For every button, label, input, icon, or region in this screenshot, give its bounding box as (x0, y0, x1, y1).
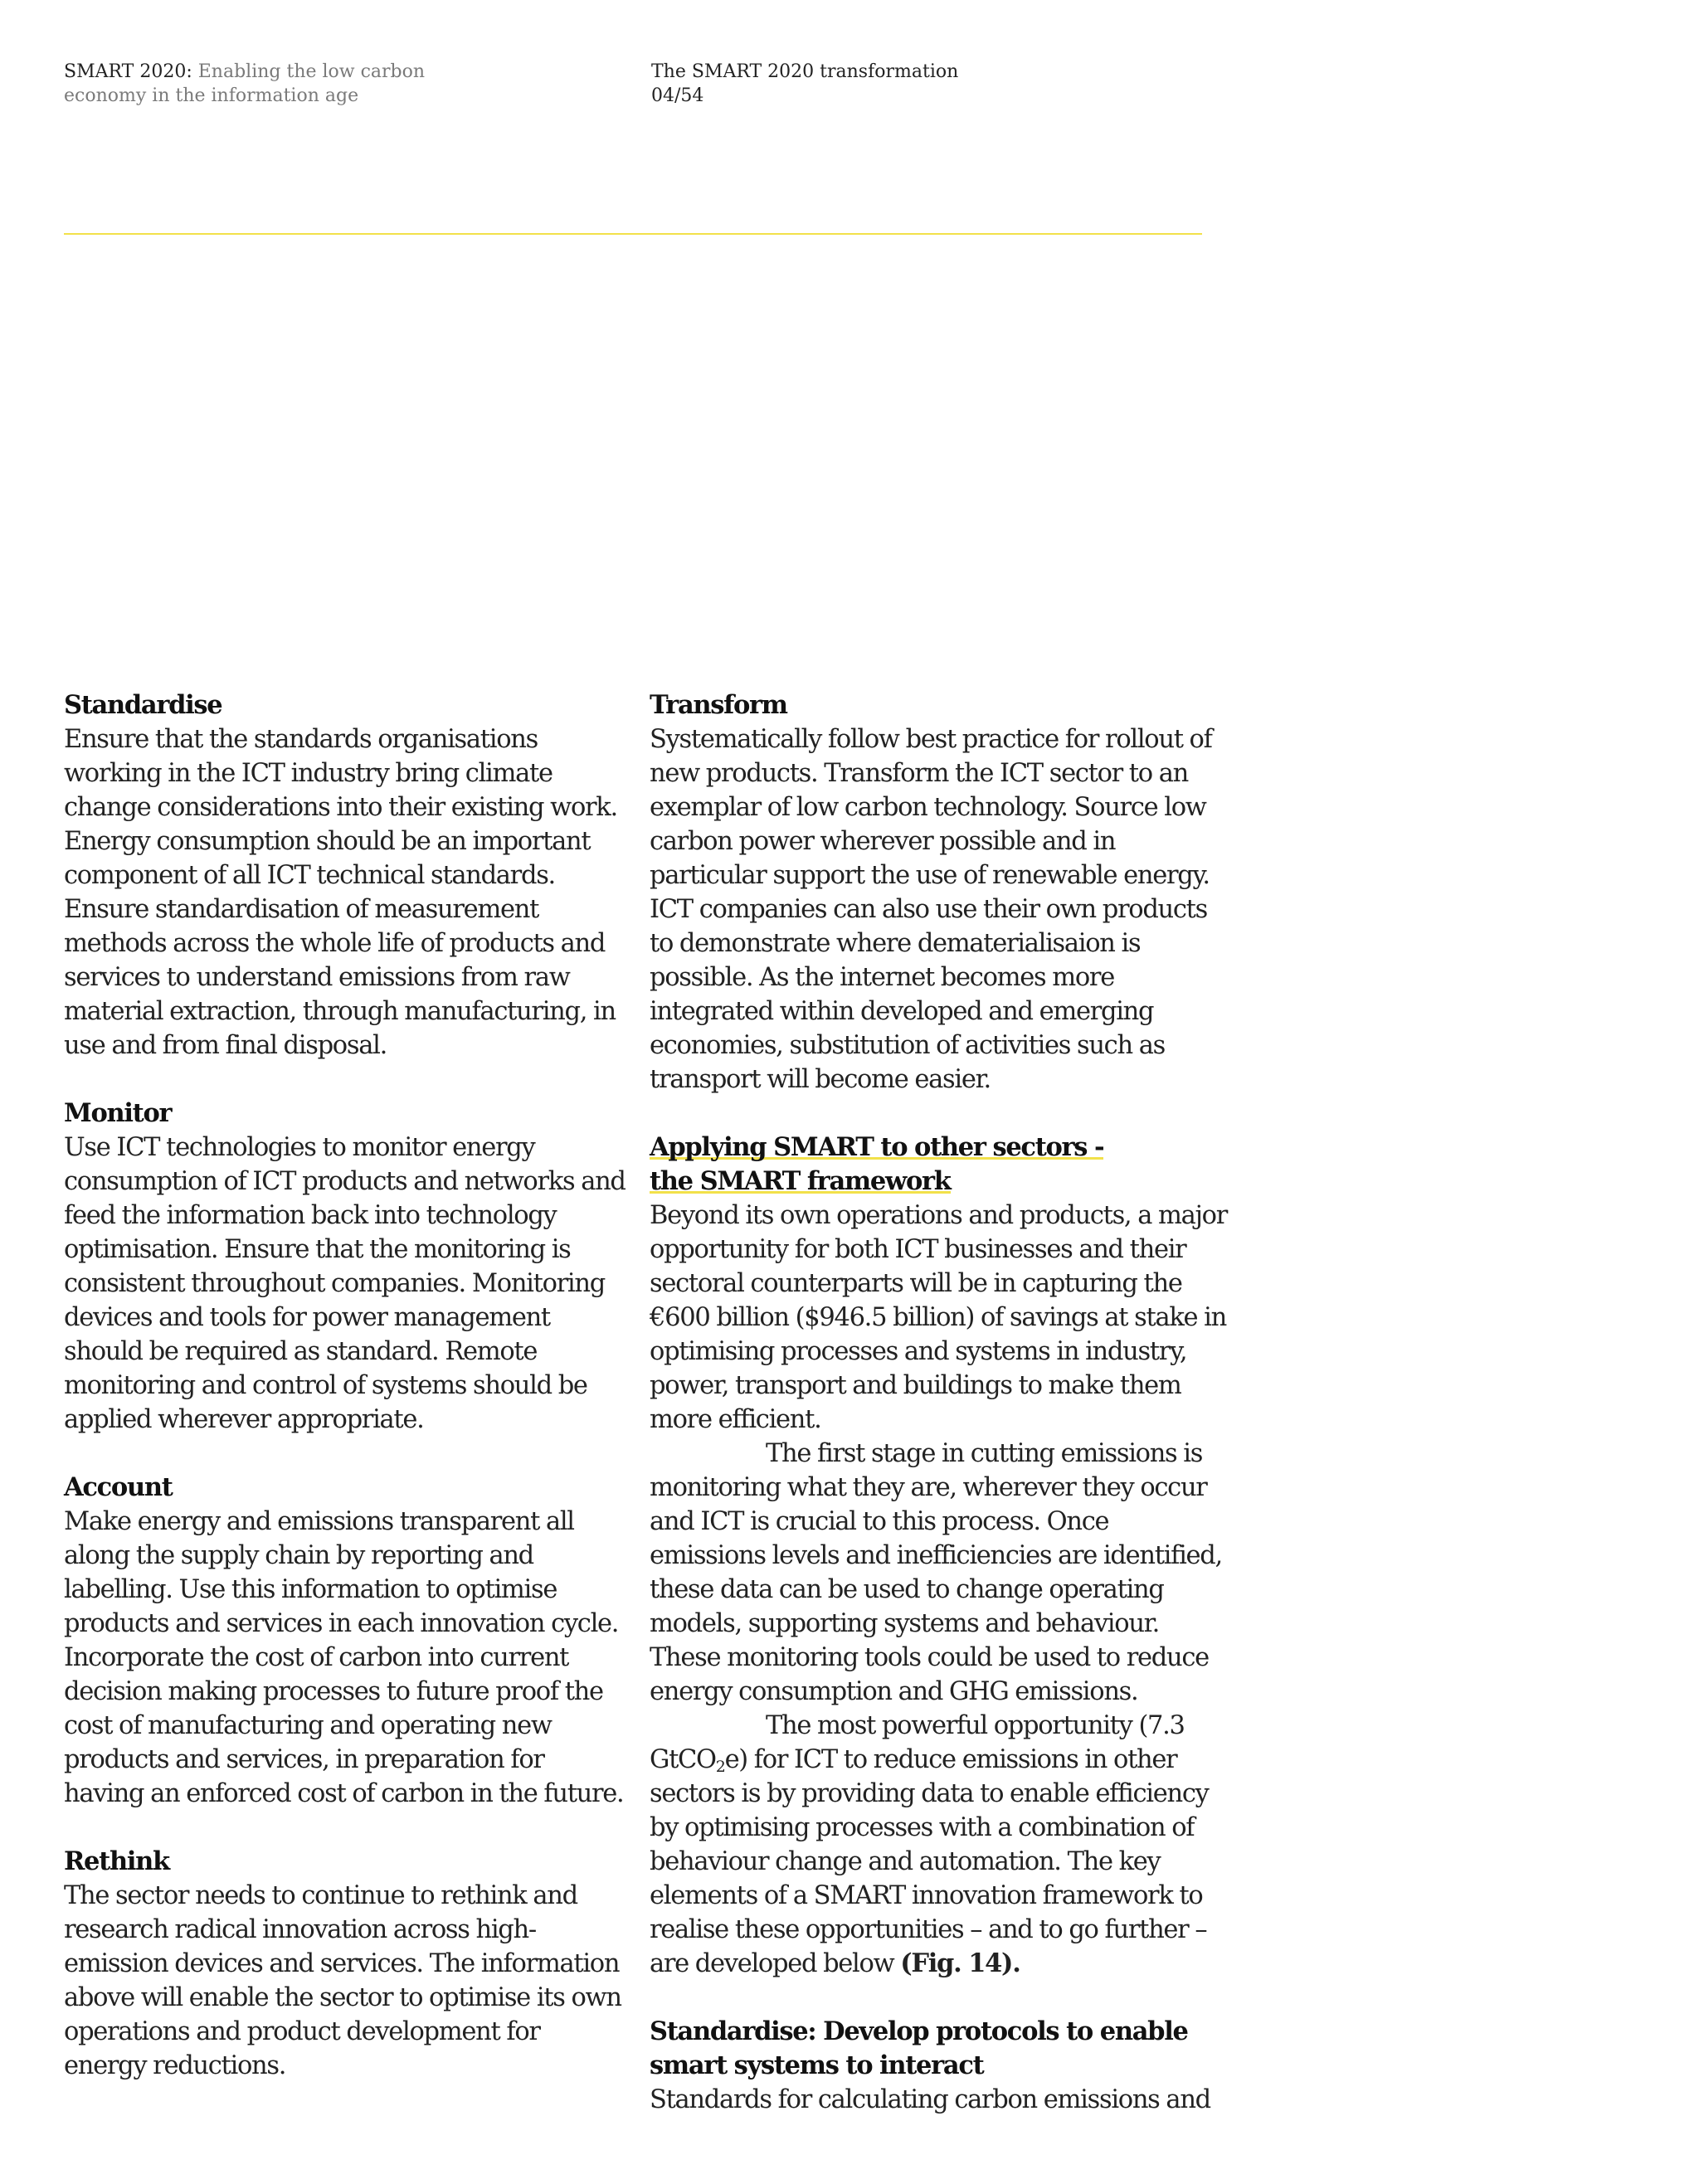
report-subtitle-part-2: economy in the information age (64, 85, 359, 106)
report-subtitle-part-1: Enabling the low carbon (197, 61, 426, 82)
section-heading-standardise-protocols (650, 2015, 1230, 2083)
chapter-title: The SMART 2020 transformation (651, 61, 959, 82)
heading-line-2: smart systems to interact (650, 2050, 984, 2080)
section-monitor (64, 1097, 628, 1437)
heading-line-1: Applying SMART to other sectors - (650, 1132, 1104, 1162)
section-body-transform: Systematically follow best practice for rollout of new products. Transform the ICT sector to an exemplar of low carbon technology. Source low carbon power wherever possible and in particular support the use of renewable energy. ICT companies can also use their own products to demonstrate where dematerialisaion is possible. As the internet becomes more integrated within developed and emerging economies, substitution of activities such as transport will become easier. (650, 725, 1212, 1094)
report-title-line-1 (64, 60, 578, 84)
heading-line-1: Standardise: Develop protocols to enable (650, 2016, 1188, 2046)
section-account (64, 1471, 628, 1811)
section-heading-rethink: Rethink (64, 1846, 169, 1876)
right-text-column (650, 688, 1230, 2151)
paragraph-savings-opportunity: Beyond its own operations and products, a major opportunity for both ICT businesses and their sectoral counterparts will be in capturing the €600 billion ($946.5 billion) of savings at stake in optimising processes and systems in industry, power, transport and buildings to make them more efficient. (650, 1201, 1227, 1434)
co2-subscript: 2 (715, 1758, 725, 1776)
section-body-account: Make energy and emissions transparent all along the supply chain by reporting and labelling. Use this information to optimise products and services in each innovation cycle. Incorporate the cost of carbon into current decision making processes to future proof the cost of manufacturing and operating new products and services, in preparation for having an enforced cost of carbon in the future. (64, 1507, 624, 1808)
section-heading-monitor: Monitor (64, 1098, 172, 1128)
paragraph-text-before-subscript: The most powerful opportunity (7.3 GtCO (650, 1711, 1185, 1774)
section-transform (650, 688, 1230, 1097)
section-standardise (64, 688, 628, 1063)
report-series-name: SMART 2020: (64, 61, 192, 82)
section-applying-smart (650, 1131, 1230, 1981)
heading-line-2: the SMART framework (650, 1166, 951, 1196)
paragraph-powerful-opportunity (650, 1709, 1230, 1981)
paragraph-text-after-subscript: e) for ICT to reduce emissions in other sectors is by providing data to enable efficiency by optimising processes with a combination of behaviour change and automation. The key elements of a SMART innovation framework to realise these opportunities – and to go further – are developed below (650, 1745, 1209, 1978)
section-body-standardise: Ensure that the standards organisations working in the ICT industry bring climate change considerations into their existing work. Energy consumption should be an important component of all ICT technical standards. Ensure standardisation of measurement methods across the whole life of products and services to understand emissions from raw material extraction, through manufacturing, in use and from final disposal. (64, 725, 617, 1060)
section-rethink (64, 1845, 628, 2083)
page-number: 04/54 (651, 85, 704, 106)
running-header-right (651, 60, 1166, 108)
section-heading-standardise: Standardise (64, 690, 222, 720)
section-body-standardise-protocols: Standards for calculating carbon emissions and (650, 2085, 1210, 2114)
section-heading-account: Account (64, 1472, 173, 1502)
section-body-monitor: Use ICT technologies to monitor energy consumption of ICT products and networks and feed the information back into technology optimisation. Ensure that the monitoring is consistent throughout companies. Monitoring devices and tools for power management should be required as standard. Remote monitoring and control of systems should be applied wherever appropriate. (64, 1133, 626, 1434)
header-divider-line (64, 233, 1202, 235)
running-header-left (64, 60, 578, 108)
section-heading-applying-smart (650, 1131, 1230, 1199)
left-text-column (64, 688, 628, 2117)
figure-reference: (Fig. 14). (900, 1948, 1020, 1978)
section-heading-transform: Transform (650, 690, 787, 720)
section-body-rethink: The sector needs to continue to rethink and research radical innovation across high-emission devices and services. The information above will enable the sector to optimise its own operations and product development for energy reductions. (64, 1881, 621, 2080)
section-standardise-protocols (650, 2015, 1230, 2117)
paragraph-monitoring-stage: The first stage in cutting emissions is monitoring what they are, wherever they occur and ICT is crucial to this process. Once emissions levels and inefficiencies are identified, these data can be used to change operating models, supporting systems and behaviour. These monitoring tools could be used to reduce energy consumption and GHG emissions. (650, 1439, 1222, 1706)
